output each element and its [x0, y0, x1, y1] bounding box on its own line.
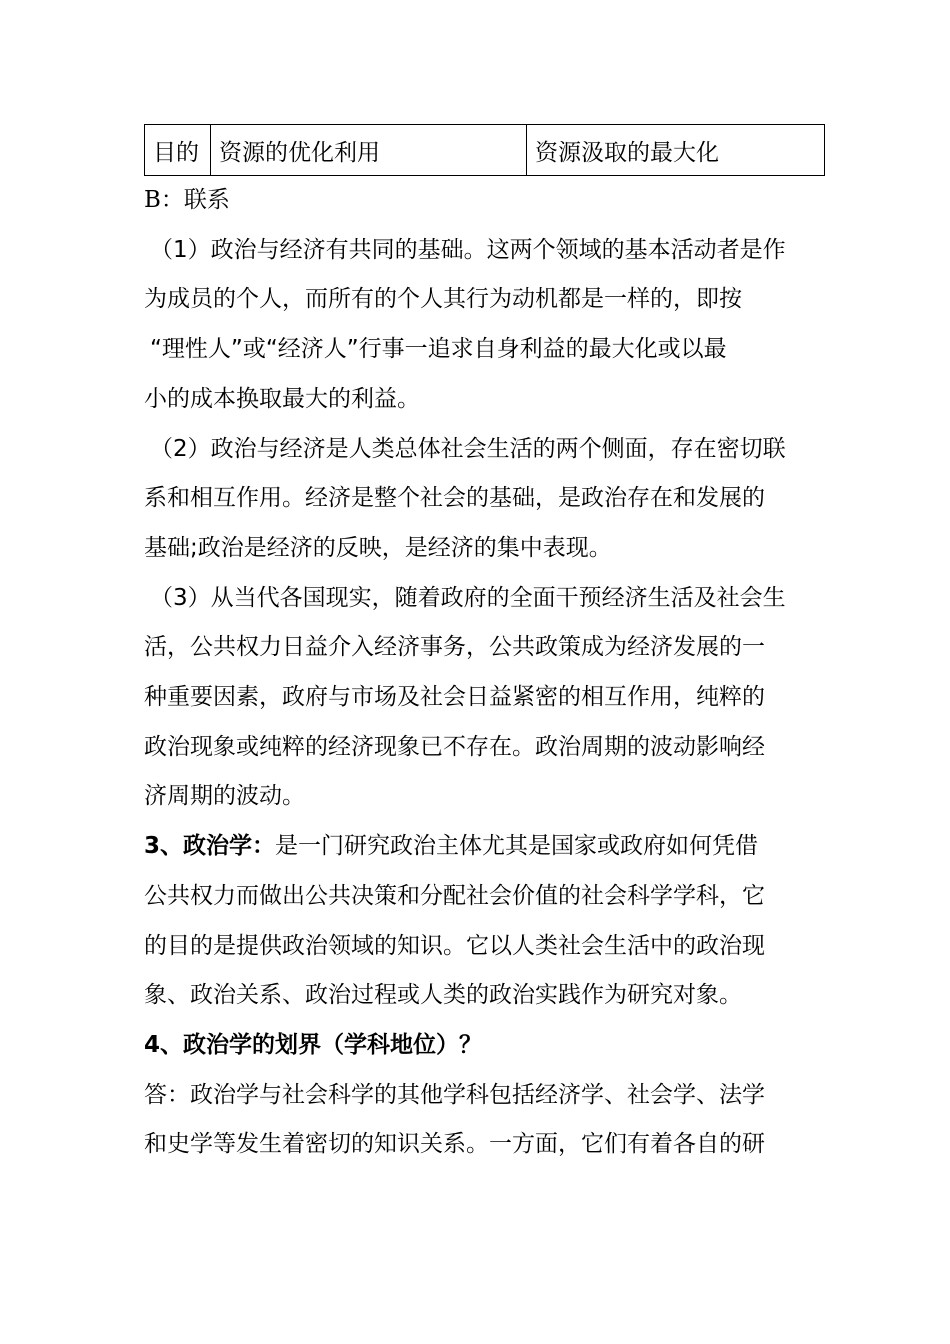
paragraph-3-line: （3）从当代各国现实，随着政府的全面干预经济生活及社会生 [150, 584, 786, 611]
comparison-table [144, 124, 825, 176]
paragraph-3-line: 活，公共权力日益介入经济事务，公共政策成为经济发展的一 [144, 634, 765, 661]
section-b-heading [144, 176, 824, 226]
paragraph-1-line: 小的成本换取最大的利益。 [144, 385, 420, 412]
table-cell-col-a: 资源的优化利用 [211, 125, 527, 176]
table-cell-label: 目的 [145, 125, 211, 176]
section-3-line: 公共权力而做出公共决策和分配社会价值的社会科学学科，它 [144, 882, 765, 909]
paragraph-1-line: 为成员的个人，而所有的个人其行为动机都是一样的，即按 [144, 286, 742, 313]
section-3-heading: 3、政治学： [144, 833, 276, 860]
section-4-line: 和史学等发生着密切的知识关系。一方面，它们有着各自的研 [144, 1131, 765, 1158]
paragraph-3-line: 济周期的波动。 [144, 783, 305, 810]
paragraph-1-line: “理性人”或“经济人”行事一追求自身利益的最大化或以最 [150, 336, 727, 363]
paragraph-2-line: （2）政治与经济是人类总体社会生活的两个侧面，存在密切联 [150, 435, 786, 462]
table-cell-col-b: 资源汲取的最大化 [527, 125, 825, 176]
section-3-line: 象、政治关系、政治过程或人类的政治实践作为研究对象。 [144, 982, 742, 1009]
paragraph-2-line: 系和相互作用。经济是整个社会的基础，是政治存在和发展的 [144, 485, 765, 512]
section-3-line: 的目的是提供政治领域的知识。它以人类社会生活中的政治现 [144, 932, 765, 959]
section-b-label: B： [144, 187, 184, 213]
section-3-text: 是一门研究政治主体尤其是国家或政府如何凭借 [275, 833, 759, 860]
section-4-heading: 4、政治学的划界（学科地位）？ [144, 1031, 483, 1058]
paragraph-1-line: （1）政治与经济有共同的基础。这两个领域的基本活动者是作 [150, 236, 786, 263]
paragraph-2-line: 基础;政治是经济的反映，是经济的集中表现。 [144, 534, 612, 561]
table-row [145, 125, 825, 176]
document-body [144, 176, 824, 1170]
paragraph-3-line: 政治现象或纯粹的经济现象已不存在。政治周期的波动影响经 [144, 733, 765, 760]
section-4-line: 答：政治学与社会科学的其他学科包括经济学、社会学、法学 [144, 1081, 765, 1108]
paragraph-3-line: 种重要因素，政府与市场及社会日益紧密的相互作用，纯粹的 [144, 684, 765, 711]
section-3-first-line [144, 822, 824, 872]
section-b-title: 联系 [183, 187, 230, 213]
